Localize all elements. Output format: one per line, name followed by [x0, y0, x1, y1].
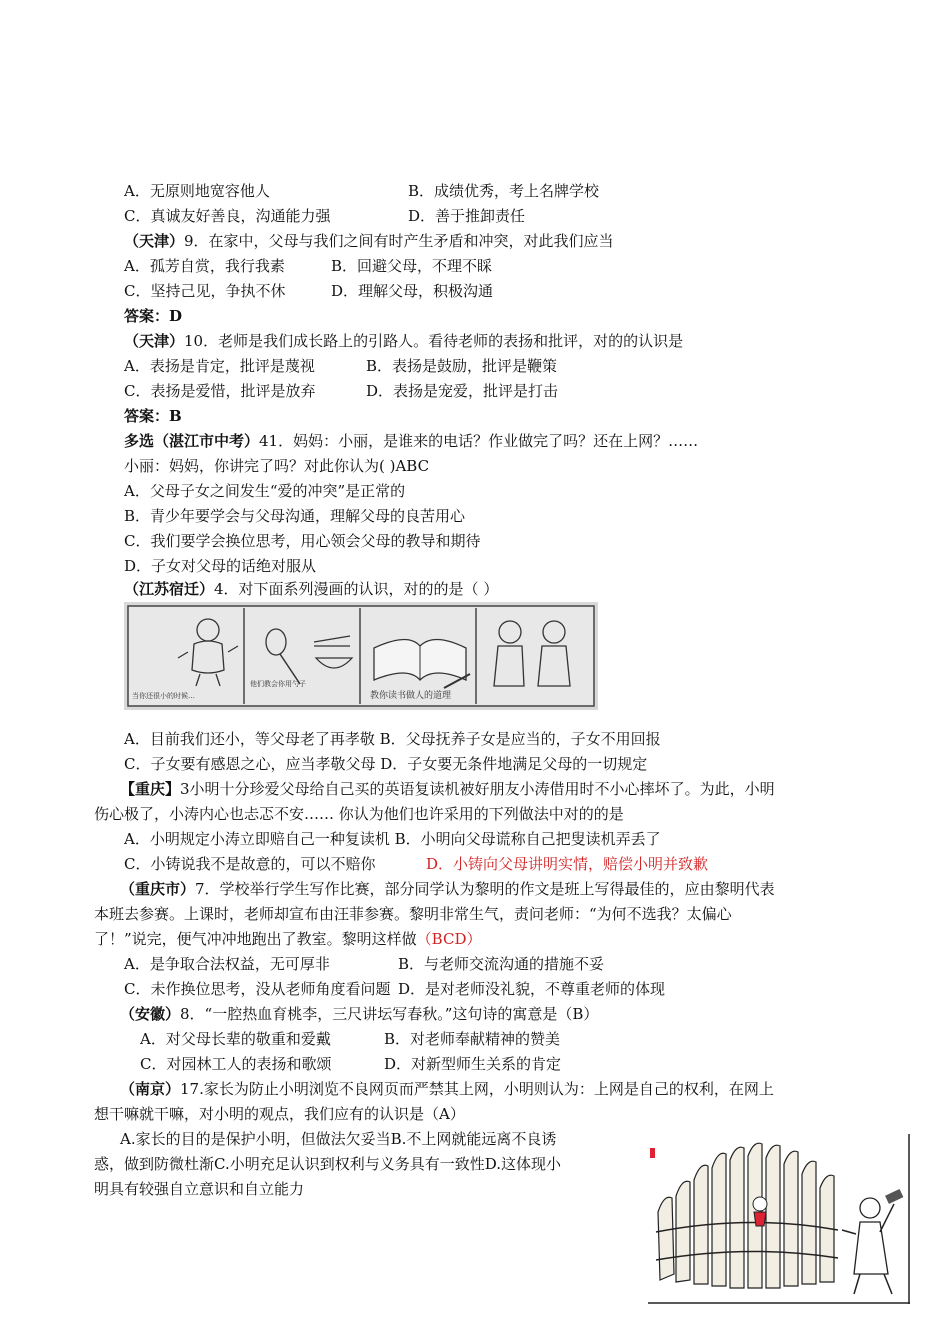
q41-option-b: B．青少年要学会与父母沟通，理解父母的良苦用心	[124, 507, 466, 525]
q41-stem: 多选（湛江市中考）41．妈妈：小丽，是谁来的电话？作业做完了吗？还在上网？……	[124, 432, 699, 450]
q41-option-d: D．子女对父母的话绝对服从	[124, 557, 317, 575]
q7-stem: （重庆市）7．学校举行学生写作比赛，部分同学认为黎明的作文是班上写得最佳的，应由黎明代表	[120, 880, 775, 898]
q41-option-c: C．我们要学会换位思考，用心领会父母的教导和期待	[124, 532, 481, 550]
q10-stem: （天津）10．老师是我们成长路上的引路人。看待老师的表扬和批评，对的的认识是	[124, 332, 684, 350]
q9-option-c: C．坚持己见，争执不休	[124, 282, 286, 300]
q7-option-b: B．与老师交流沟通的措施不妥	[398, 955, 605, 973]
q9-option-b: B．回避父母，不理不睬	[331, 257, 493, 275]
q3-option-d-answer: D．小铸向父母讲明实情，赔偿小明并致歉	[426, 855, 709, 873]
q41-stem-2: 小丽：妈妈，你讲完了吗？对此你认为( )ABC	[124, 457, 430, 475]
q7-source: （重庆市）	[120, 880, 196, 898]
q17-stem-2: 想干嘛就干嘛，对小明的观点，我们应有的认识是（A）	[94, 1105, 465, 1123]
q17-options-line-3: 明具有较强自立意识和自立能力	[94, 1180, 305, 1198]
q17-stem: （南京）17.家长为防止小明浏览不良网页而严禁其上网，小明则认为：上网是自己的权利，在网上	[120, 1080, 774, 1098]
comic-caption-1: 当你还很小的时候…	[132, 692, 195, 700]
q7-option-c: C．未作换位思考，没从老师角度看问题	[124, 980, 391, 998]
q4-options-cd: C．子女要有感恩之心，应当孝敬父母 D．子女要无条件地满足父母的一切规定	[124, 755, 648, 773]
q10-source: （天津）	[124, 332, 185, 350]
q8-option-b: B．对老师奉献精神的赞美	[384, 1030, 561, 1048]
q9-option-a: A．孤芳自赏，我行我素	[124, 257, 285, 275]
q17-options-line-2: 惑，做到防微杜渐C.小明充足认识到权利与义务具有一致性D.这体现小	[94, 1155, 561, 1173]
q-prev-option-b: B．成绩优秀，考上名牌学校	[408, 182, 600, 200]
q9-source: （天津）	[124, 232, 185, 250]
q9-stem: （天津）9．在家中，父母与我们之间有时产生矛盾和冲突，对此我们应当	[124, 232, 614, 250]
fence-cartoon-image	[648, 1134, 910, 1304]
q10-answer: 答案：B	[124, 407, 182, 425]
q4-options-ab: A．目前我们还小，等父母老了再孝敬 B．父母抚养子女是应当的，子女不用回报	[124, 730, 661, 748]
q8-option-c: C．对园林工人的表扬和歌颂	[140, 1055, 332, 1073]
q8-option-d: D．对新型师生关系的肯定	[384, 1055, 562, 1073]
q17-source: （南京）	[120, 1080, 181, 1098]
comic-caption-2: 他们教会你用勺子	[250, 680, 306, 688]
comic-caption-3: 教你读书做人的道理	[370, 691, 452, 701]
comic-strip-image	[124, 602, 598, 710]
q9-answer: 答案：D	[124, 307, 183, 325]
q3-options-ab: A．小明规定小涛立即赔自己一种复读机 B．小明向父母谎称自己把叟读机弄丢了	[124, 830, 661, 848]
q10-option-c: C．表扬是爱惜，批评是放弃	[124, 382, 316, 400]
q8-source: （安徽）	[120, 1005, 181, 1023]
q7-answer: （BCD）	[416, 930, 482, 948]
q41-source: 多选（湛江市中考）	[124, 432, 260, 450]
q9-option-d: D．理解父母，积极沟通	[331, 282, 494, 300]
q8-stem: （安徽）8．“一腔热血育桃李，三尺讲坛写春秋。”这句诗的寓意是（B）	[120, 1005, 599, 1023]
q-prev-option-a: A．无原则地宽容他人	[124, 182, 270, 200]
q10-option-d: D．表扬是宠爱，批评是打击	[366, 382, 559, 400]
q4-stem: （江苏宿迁）4．对下面系列漫画的认识，对的的是（ ）	[124, 580, 499, 598]
q8-option-a: A．对父母长辈的敬重和爱戴	[140, 1030, 331, 1048]
q41-option-a: A．父母子女之间发生“爱的冲突”是正常的	[124, 482, 406, 500]
q3-source: 【重庆】	[120, 780, 181, 798]
q3-stem: 【重庆】3小明十分珍爱父母给自己买的英语复读机被好朋友小涛借用时不小心摔坏了。为此，小明	[120, 780, 775, 798]
q-prev-option-d: D．善于推卸责任	[408, 207, 526, 225]
q7-stem-2: 本班去参赛。上课时，老师却宣布由汪菲参赛。黎明非常生气，责问老师：“为何不选我？太偏心	[94, 905, 732, 923]
q7-option-a: A．是争取合法权益，无可厚非	[124, 955, 330, 973]
q17-options-line-1: A.家长的目的是保护小明，但做法欠妥当B.不上网就能远离不良诱	[120, 1130, 557, 1148]
q10-option-b: B．表扬是鼓励，批评是鞭策	[366, 357, 558, 375]
q-prev-option-c: C．真诚友好善良，沟通能力强	[124, 207, 331, 225]
q3-stem-2: 伤心极了，小涛内心也忐忑不安…… 你认为他们也许采用的下列做法中对的的是	[94, 805, 624, 823]
q7-stem-3: 了！”说完，便气冲冲地跑出了教室。黎明这样做（BCD）	[94, 930, 482, 948]
q10-option-a: A．表扬是肯定，批评是蔑视	[124, 357, 315, 375]
q4-source: （江苏宿迁）	[124, 580, 215, 598]
q3-option-c: C．小铸说我不是故意的，可以不赔你	[124, 855, 376, 873]
q7-option-d: D．是对老师没礼貌，不尊重老师的体现	[398, 980, 666, 998]
